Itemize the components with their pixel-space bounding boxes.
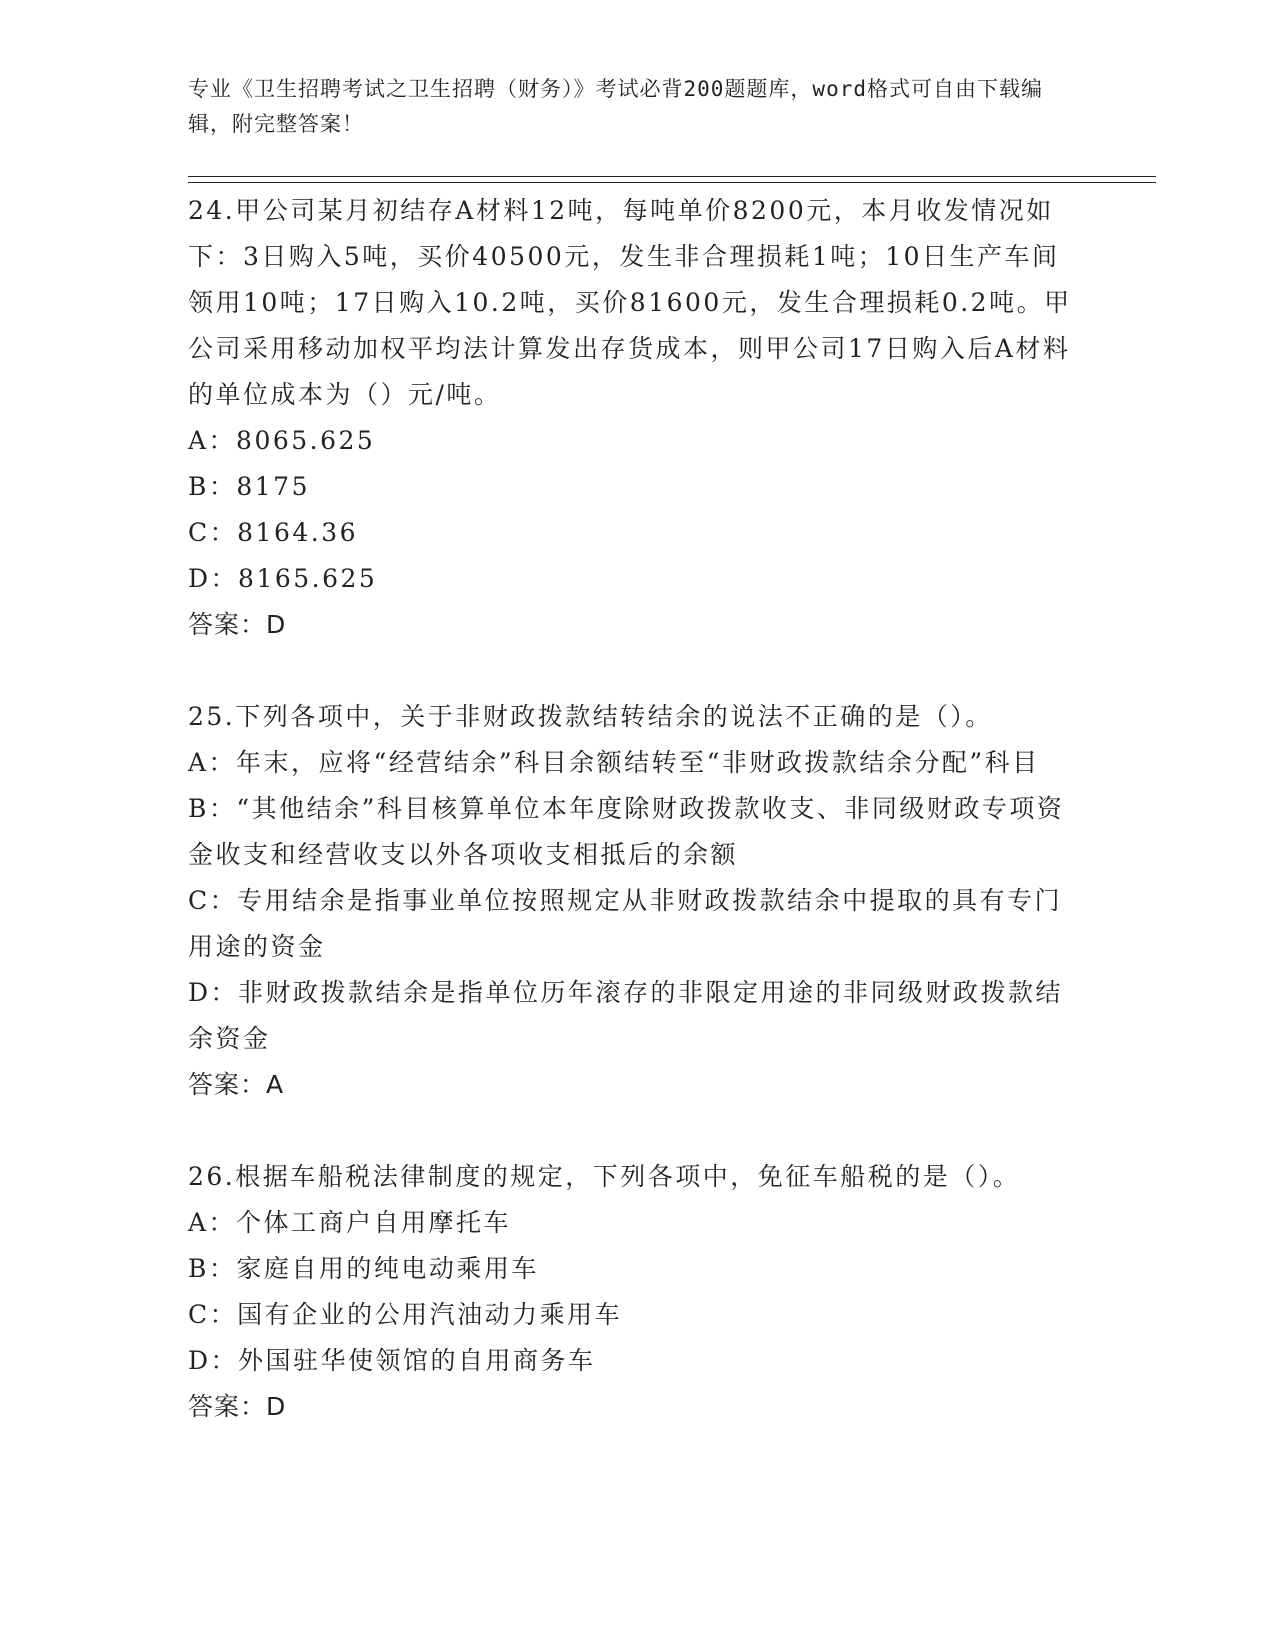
header-rule-bottom — [188, 182, 1156, 183]
option-b: B：家庭自用的纯电动乘用车 — [188, 1254, 539, 1283]
answer-label: 答案： — [188, 610, 267, 639]
question-25 — [188, 694, 1073, 1108]
document-header: 专业《卫生招聘考试之卫生招聘（财务）》考试必背200题题库，word格式可自由下载编辑，附完整答案！ — [188, 77, 1043, 136]
answer-value: D — [266, 610, 287, 639]
answer-line — [188, 1062, 1073, 1108]
option-c: C：国有企业的公用汽油动力乘用车 — [188, 1300, 623, 1329]
answer-label: 答案： — [188, 1392, 267, 1421]
answer-line — [188, 602, 1073, 648]
option-d: D：非财政拨款结余是指单位历年滚存的非限定用途的非同级财政拨款结余资金 — [188, 978, 1064, 1053]
answer-value: A — [266, 1070, 285, 1099]
answer-line — [188, 1384, 1073, 1430]
option-d: D：外国驻华使领馆的自用商务车 — [188, 1346, 596, 1375]
question-26 — [188, 1154, 1073, 1430]
question-stem: 24.甲公司某月初结存A材料12吨，每吨单价8200元，本月收发情况如下：3日购入5吨，买价40500元，发生非合理损耗1吨；10日生产车间领用10吨；17日购入10.2吨，买价81600元，发生合理损耗0.2吨。甲公司采用移动加权平均法计算发出存货成本，则甲公司17日购入后A材料的单位成本为（）元/吨。 — [188, 196, 1072, 409]
option-a: A：年末，应将“经营结余”科目余额结转至“非财政拨款结余分配”科目 — [188, 748, 1040, 777]
answer-value: D — [266, 1392, 287, 1421]
option-a: A：个体工商户自用摩托车 — [188, 1208, 512, 1237]
option-d: D：8165.625 — [188, 564, 378, 593]
option-b: B：“其他结余”科目核算单位本年度除财政拨款收支、非同级财政专项资金收支和经营收支以外各项收支相抵后的余额 — [188, 794, 1065, 869]
question-stem: 25.下列各项中，关于非财政拨款结转结余的说法不正确的是（）。 — [188, 702, 993, 731]
option-b: B：8175 — [188, 472, 310, 501]
question-list — [188, 188, 1073, 1476]
question-24 — [188, 188, 1073, 648]
header-rule-top — [188, 176, 1156, 177]
question-stem: 26.根据车船税法律制度的规定，下列各项中，免征车船税的是（）。 — [188, 1162, 1021, 1191]
option-c: C：8164.36 — [188, 518, 359, 547]
option-c: C：专用结余是指事业单位按照规定从非财政拨款结余中提取的具有专门用途的资金 — [188, 886, 1063, 961]
option-a: A：8065.625 — [188, 426, 376, 455]
answer-label: 答案： — [188, 1070, 267, 1099]
